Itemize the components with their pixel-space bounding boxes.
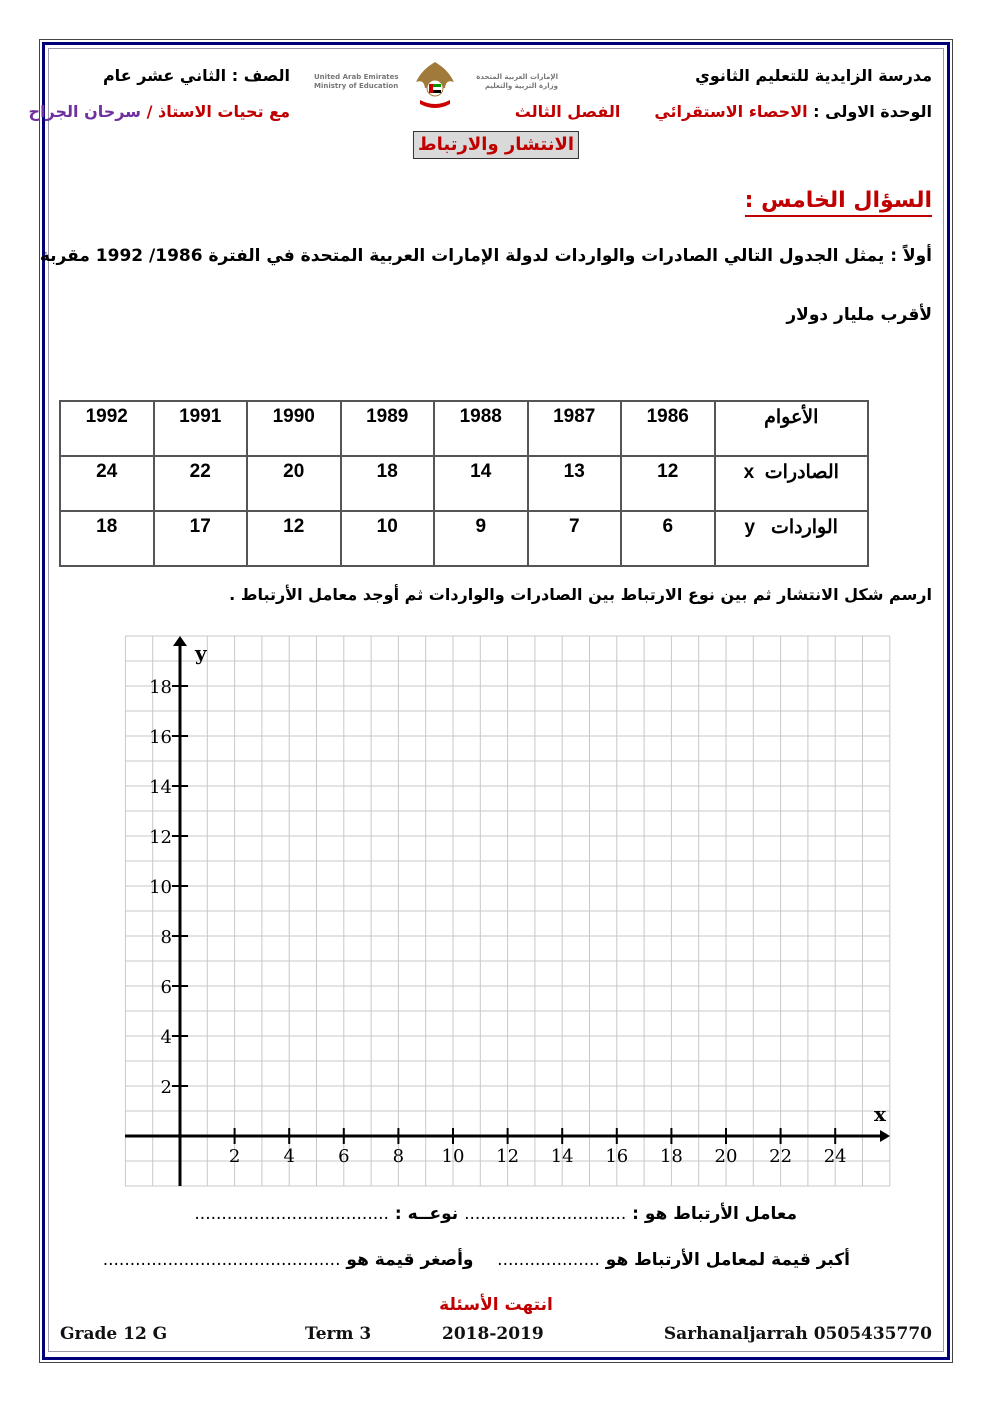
- x-tick-label: 18: [659, 1146, 683, 1167]
- table-cell: 12: [621, 456, 715, 511]
- x-tick-label: 12: [496, 1146, 520, 1167]
- table-cell: 9: [434, 511, 528, 566]
- correlation-blank[interactable]: ..............................: [464, 1204, 627, 1224]
- exports-var: x: [743, 462, 755, 483]
- table-cell: 12: [247, 511, 341, 566]
- x-tick-label: 20: [714, 1146, 738, 1167]
- y-tick-label: 10: [149, 877, 172, 898]
- table-header-years: الأعوام: [715, 401, 869, 456]
- unit-label: الوحدة الاولى :: [813, 102, 932, 121]
- table-cell: 24: [60, 456, 154, 511]
- correlation-label: معامل الأرتباط هو :: [632, 1204, 797, 1224]
- y-axis-arrow-icon: [173, 636, 187, 646]
- min-label: وأصغر قيمة هو: [346, 1250, 474, 1270]
- table-cell: 10: [341, 511, 435, 566]
- footer-author: Sarhanaljarrah 0505435770: [663, 1324, 932, 1344]
- table-cell: 1986: [621, 401, 715, 456]
- table-cell: 14: [434, 456, 528, 511]
- table-cell: 17: [154, 511, 248, 566]
- y-tick-label: 8: [160, 927, 172, 948]
- school-name: مدرسة الزايدية للتعليم الثانوي: [695, 66, 932, 85]
- end-text: انتهت الأسئلة: [439, 1295, 553, 1315]
- x-tick-label: 6: [338, 1146, 350, 1167]
- y-tick-label: 2: [160, 1077, 172, 1098]
- imports-label: الواردات: [770, 517, 838, 538]
- correlation-answer-line: [194, 1204, 797, 1224]
- min-blank[interactable]: ............................................: [102, 1250, 341, 1270]
- footer-grade: Grade 12 G: [60, 1324, 168, 1344]
- unit-name: الاحصاء الاستقرائي: [654, 102, 808, 121]
- table-cell: 1987: [528, 401, 622, 456]
- table-cell: 18: [60, 511, 154, 566]
- x-tick-label: 16: [605, 1146, 629, 1167]
- intro-line-2: لأقرب مليار دولار: [786, 305, 932, 325]
- imports-var: y: [744, 517, 756, 538]
- greeting: مع تحيات الاستاذ /: [146, 102, 290, 121]
- grade-label: الصف : الثاني عشر عام: [102, 66, 290, 85]
- x-tick-label: 2: [228, 1146, 241, 1167]
- x-axis-label: x: [874, 1102, 886, 1126]
- exports-label: الصادرات: [764, 462, 839, 483]
- question-label: السؤال الخامس :: [745, 188, 932, 217]
- type-blank[interactable]: ....................................: [194, 1204, 389, 1224]
- table-cell: 1991: [154, 401, 248, 456]
- max-label: أكبر قيمة لمعامل الأرتباط هو: [605, 1250, 850, 1270]
- table-cell: 1989: [341, 401, 435, 456]
- x-tick-label: 8: [392, 1146, 405, 1167]
- table-cell: 1990: [247, 401, 341, 456]
- worksheet-title: الانتشار والارتباط: [413, 131, 579, 159]
- y-tick-label: 18: [149, 677, 172, 698]
- table-cell: 6: [621, 511, 715, 566]
- y-tick-label: 4: [160, 1027, 172, 1048]
- x-axis-arrow-icon: [880, 1130, 890, 1142]
- y-tick-label: 16: [149, 727, 172, 748]
- max-blank[interactable]: ...................: [497, 1250, 600, 1270]
- table-cell: 22: [154, 456, 248, 511]
- x-tick-label: 14: [550, 1146, 574, 1167]
- logo-text-ar: الإمارات العربية المتحدة وزارة التربية والتعليم: [476, 73, 558, 90]
- y-axis-label: y: [195, 641, 207, 665]
- instruction: ارسم شكل الانتشار ثم بين نوع الارتباط بين الصادرات والواردات ثم أوجد معامل الأرتباط .: [229, 585, 932, 604]
- x-tick-label: 22: [769, 1146, 793, 1167]
- logo-text-en: United Arab Emirates Ministry of Education: [314, 73, 399, 90]
- y-tick-label: 6: [160, 977, 172, 998]
- table-cell: 18: [341, 456, 435, 511]
- footer-term: Term 3: [305, 1324, 372, 1344]
- x-tick-label: 4: [283, 1146, 295, 1167]
- intro-line-1: أولاً : يمثل الجدول التالي الصادرات والواردات لدولة الإمارات العربية المتحدة في الفترة 1986/ 1992 مقربة: [39, 246, 932, 266]
- table-cell: 1992: [60, 401, 154, 456]
- y-tick-label: 14: [149, 777, 172, 798]
- teacher-name: سرحان الجراح: [28, 102, 141, 121]
- range-answer-line: [103, 1250, 850, 1270]
- type-label: نوعــه :: [394, 1204, 459, 1224]
- footer-year: 2018-2019: [442, 1324, 544, 1344]
- table-cell: 7: [528, 511, 622, 566]
- y-tick-label: 12: [149, 827, 172, 848]
- table-cell: 1988: [434, 401, 528, 456]
- table-cell: 20: [247, 456, 341, 511]
- x-tick-label: 24: [823, 1146, 847, 1167]
- table-cell: 13: [528, 456, 622, 511]
- x-tick-label: 10: [441, 1146, 465, 1167]
- term-label: الفصل الثالث: [514, 102, 621, 121]
